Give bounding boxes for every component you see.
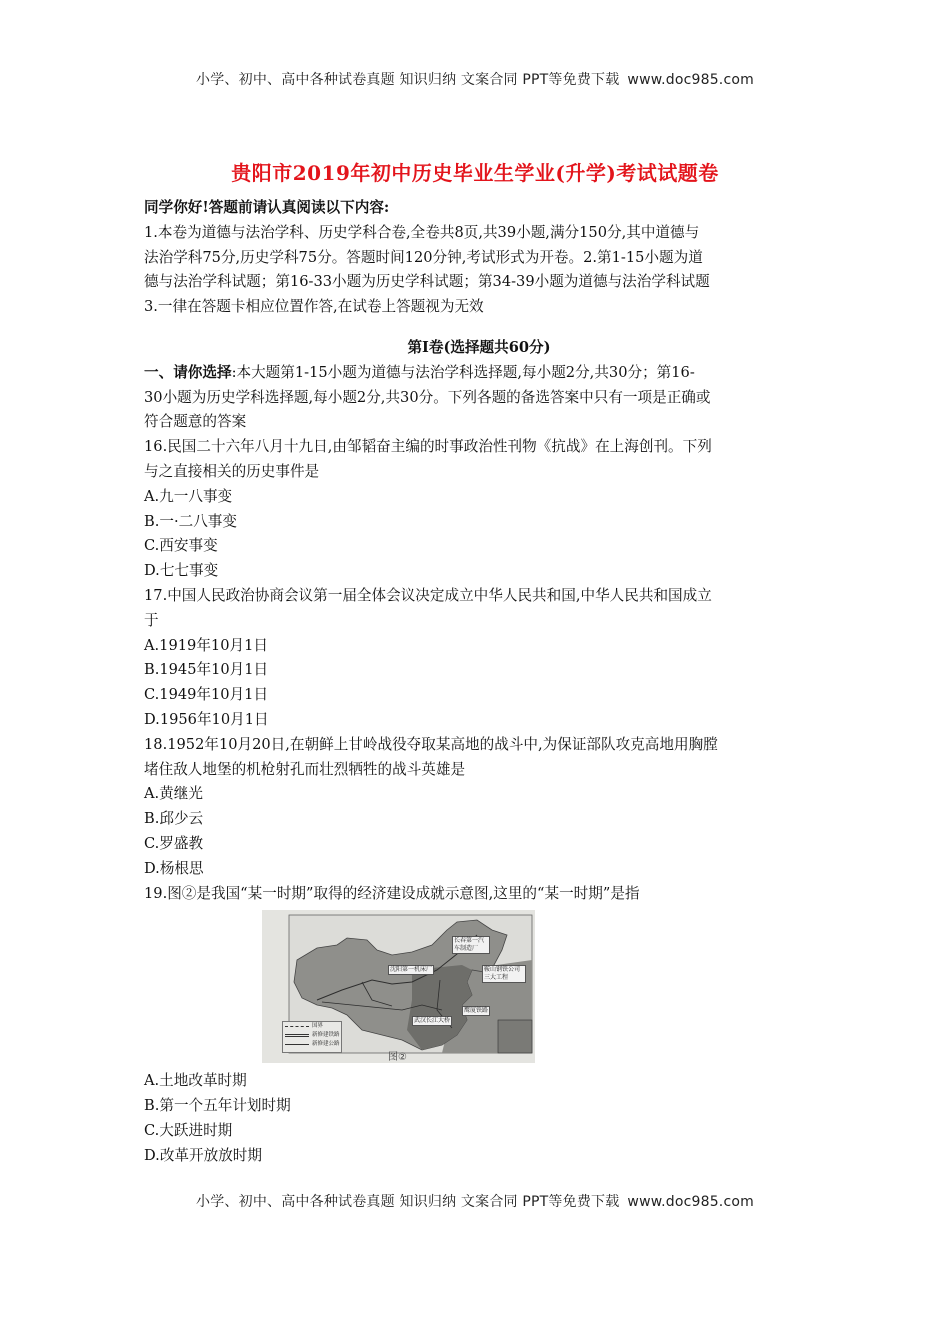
instructions-label: 一、请你选择	[144, 363, 232, 381]
option-d: D.七七事变	[144, 562, 219, 580]
question-stem: 堵住敌人地堡的机枪射孔而壮烈牺牲的战斗英雄是	[144, 760, 466, 778]
notice-intro: 同学你好!答题前请认真阅读以下内容:	[144, 199, 390, 216]
question-18	[144, 733, 814, 882]
question-stem: 于	[144, 611, 159, 629]
option-c: C.西安事变	[144, 537, 218, 555]
question-stem: 19.图②是我国“某一时期”取得的经济建设成就示意图,这里的“某一时期”是指	[144, 884, 640, 902]
section-heading: 第Ⅰ卷(选择题共60分)	[407, 338, 551, 356]
map-legend	[282, 1021, 342, 1053]
option-c: C.1949年10月1日	[144, 686, 269, 704]
question-16	[144, 435, 814, 584]
question-19	[144, 882, 814, 1169]
label-yingxia-railway: 鹰厦铁路	[464, 1007, 489, 1015]
option-d: D.改革开放放时期	[144, 1146, 262, 1164]
document-title: 贵阳市2019年初中历史毕业生学业(升学)考试试题卷	[231, 161, 719, 185]
footer-watermark	[0, 1191, 950, 1211]
question-stem: 16.民国二十六年八月十九日,由邹韬奋主编的时事政治性刊物《抗战》在上海创刊。下列	[144, 438, 712, 456]
option-a: A.九一八事变	[144, 487, 233, 505]
label-changchun-auto-plant: 长春第一汽车制造厂	[452, 936, 490, 954]
question-17	[144, 584, 814, 733]
question-stem: 18.1952年10月20日,在朝鲜上甘岭战役夺取某高地的战斗中,为保证部队攻克高地用胸膛	[144, 735, 718, 753]
china-economic-construction-map	[262, 910, 535, 1063]
legend-highway: 新修建公路	[283, 1040, 341, 1049]
instructions-line: 30小题为历史学科选择题,每小题2分,共30分。下列各题的备选答案中只有一项是正确或	[144, 388, 711, 406]
watermark-text: 小学、初中、高中各种试卷真题 知识归纳 文案合同 PPT等免费下载	[196, 1194, 620, 1210]
option-b: B.第一个五年计划时期	[144, 1097, 291, 1115]
option-d: D.杨根思	[144, 859, 204, 877]
option-b: B.邱少云	[144, 810, 204, 828]
label-wuhan-yangtze-bridge: 武汉长江大桥	[414, 1017, 451, 1025]
legend-railway: 新修建铁路	[283, 1031, 341, 1040]
notice-line: 法治学科75分,历史学科75分。答题时间120分钟,考试形式为开卷。2.第1-15小题为道	[144, 248, 703, 266]
notice-line: 德与法治学科试题；第16-33小题为历史学科试题；第34-39小题为道德与法治学科试题	[144, 273, 710, 291]
question-stem: 17.中国人民政治协商会议第一届全体会议决定成立中华人民共和国,中华人民共和国成立	[144, 586, 712, 604]
option-a: A.1919年10月1日	[144, 636, 268, 654]
instructions-text: :本大题第1-15小题为道德与法治学科选择题,每小题2分,共30分；第16-	[231, 363, 695, 381]
document-body	[144, 196, 814, 1169]
option-d: D.1956年10月1日	[144, 710, 269, 728]
header-watermark	[0, 69, 950, 89]
figure-2-map	[262, 910, 535, 1063]
option-a: A.黄继光	[144, 785, 203, 803]
option-a: A.土地改革时期	[144, 1072, 247, 1090]
notice-line: 3.一律在答题卡相应位置作答,在试卷上答题视为无效	[144, 298, 484, 316]
notice-line: 1.本卷为道德与法治学科、历史学科合卷,全卷共8页,共39小题,满分150分,其中道德与	[144, 223, 700, 241]
watermark-text: 小学、初中、高中各种试卷真题 知识归纳 文案合同 PPT等免费下载	[196, 72, 620, 88]
label-shenyang-machine-tool-plant: 沈阳第一机床厂	[390, 966, 433, 974]
instructions-line	[144, 361, 814, 386]
option-b: B.1945年10月1日	[144, 661, 269, 679]
figure-caption: 图②	[388, 1052, 407, 1064]
question-stem: 与之直接相关的历史事件是	[144, 462, 320, 480]
option-b: B.一·二八事变	[144, 512, 237, 530]
instructions-line: 符合题意的答案	[144, 413, 247, 431]
legend-border: 国界	[283, 1022, 341, 1031]
label-anshan-steel: 鞍山钢铁公司三大工程	[482, 965, 526, 983]
watermark-url[interactable]: www.doc985.com	[627, 1194, 754, 1210]
watermark-url[interactable]: www.doc985.com	[627, 72, 754, 88]
option-c: C.大跃进时期	[144, 1121, 233, 1139]
option-c: C.罗盛教	[144, 834, 204, 852]
